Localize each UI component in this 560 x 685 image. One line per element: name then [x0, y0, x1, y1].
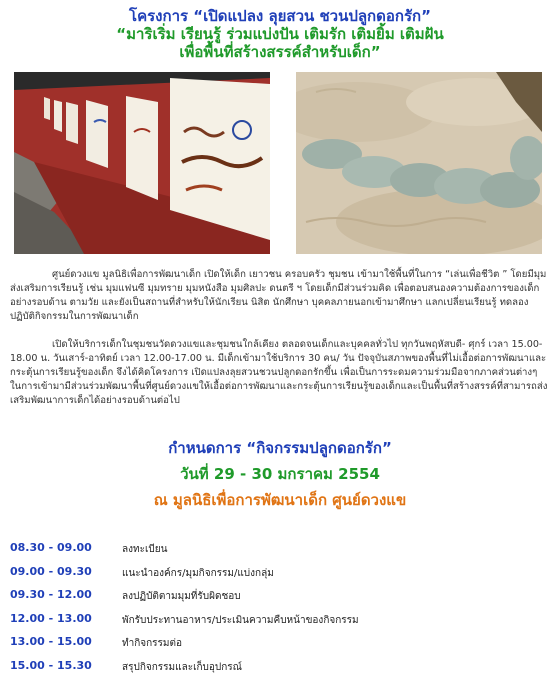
project-subtitle-line1: “มาริเริ่ม เรียนรู้ ร่วมแบ่งปัน เติมรัก เติมยิ้ม เติมฝัน — [116, 25, 444, 43]
schedule-date: วันที่ 29 - 30 มกราคม 2554 — [180, 465, 380, 483]
schedule-venue: ณ มูลนิธิเพื่อการพัฒนาเด็ก ศูนย์ดวงแข — [153, 491, 407, 509]
schedule-activity: ทำกิจกรรมต่อ — [122, 638, 183, 650]
schedule-activity: ลงทะเบียน — [122, 544, 168, 555]
schedule-time: 15.00 - 15.30 — [10, 658, 92, 672]
intro-paragraph-text: ศูนย์ดวงแข มูลนิธิเพื่อการพัฒนาเด็ก เปิดให้เด็ก เยาวชน ครอบครัว ชุมชน เข้ามาใช้พื้นที่ในการ “เล่นเพื่อชีวิต ” โดยมีมุมส่งเสริมการเรียนรู้ เช่น มุมแฟนซี มุมทราย มุมหนังสือ มุมศิลปะ ดนตรี ฯ โดยเด็กมีส่วนร่วมคิด เพื่อตอบสนองความต้องการของเด็กอย่างรอบด้าน ตามวัย และยังเป็นสถานที่สำหรับให้นักเรียน นิสิต นักศึกษา บุคคลภายนอกเข้ามาศึกษา แลกเปลี่ยนเรียนรู้ ทดลองปฏิบัติกิจกรรมในการพัฒนาเด็ก — [10, 269, 547, 322]
schedule-activity: แนะนำองค์กร/มุมกิจกรรม/แบ่งกลุ่ม — [122, 567, 274, 579]
service-paragraph — [10, 338, 548, 408]
schedule-row — [10, 588, 550, 612]
schedule-title: กำหนดการ “กิจกรรมปลูกดอกรัก” — [168, 439, 392, 457]
schedule-time: 12.00 - 13.00 — [10, 611, 92, 625]
schedule-activity: สรุปกิจกรรมและเก็บอุปกรณ์ — [122, 661, 242, 673]
project-subtitle-line2: เพื่อพื้นที่สร้างสรรค์สำหรับเด็ก” — [179, 43, 381, 61]
schedule-time: 08.30 - 09.00 — [10, 541, 92, 554]
schedule-time: 13.00 - 15.00 — [10, 635, 92, 649]
sandbags-in-sand-photo — [296, 72, 542, 254]
schedule-row — [10, 659, 550, 683]
schedule-row — [10, 541, 550, 565]
schedule-activity: พักรับประทานอาหาร/ประเมินความคืบหน้าของกิจกรรม — [122, 614, 359, 626]
schedule-row — [10, 635, 550, 659]
schedule-time: 09.30 - 12.00 — [10, 588, 92, 602]
schedule-time: 09.00 - 09.30 — [10, 564, 92, 578]
intro-paragraph — [10, 268, 548, 324]
project-title: โครงการ “เปิดแปลง ลุยสวน ชวนปลูกดอกรัก” — [129, 7, 431, 25]
schedule-activity: ลงปฏิบัติตามมุมที่รับผิดชอบ — [122, 591, 241, 603]
schedule-row — [10, 565, 550, 589]
schedule-list — [10, 541, 550, 683]
painted-wall-photo — [14, 72, 270, 254]
schedule-row — [10, 612, 550, 636]
service-paragraph-text: เปิดให้บริการเด็กในชุมชนวัดดวงแขและชุมชนใกล้เคียง ตลอดจนเด็กและบุคคลทั่วไป ทุกวันพฤหัสบดี- ศุกร์ เวลา 15.00-18.00 น. วันเสาร์-อาทิตย์ เวลา 12.00-17.00 น. มีเด็กเข้ามาใช้บริการ 30 คน/ วัน ปัจจุบันสภาพของพื้นที่ไม่เอื้อต่อการพัฒนาและกระตุ้นการเรียนรู้ของเด็ก จึงได้คิดโครงการ เปิดแปลงลุยสวนชวนปลูกดอกรักขึ้น เพื่อเป็นการระดมความร่วมมือจากภาคส่วนต่างๆในการเข้ามามีส่วนร่วมพัฒนาพื้นที่ศูนย์ดวงแขให้เอื้อต่อการพัฒนาและกระตุ้นการเรียนรู้ของเด็กและเป็นพื้นที่สร้างสรรค์ที่สามารถส่งเสริมพัฒนาการเด็กได้อย่างรอบด้านต่อไป — [10, 339, 548, 406]
